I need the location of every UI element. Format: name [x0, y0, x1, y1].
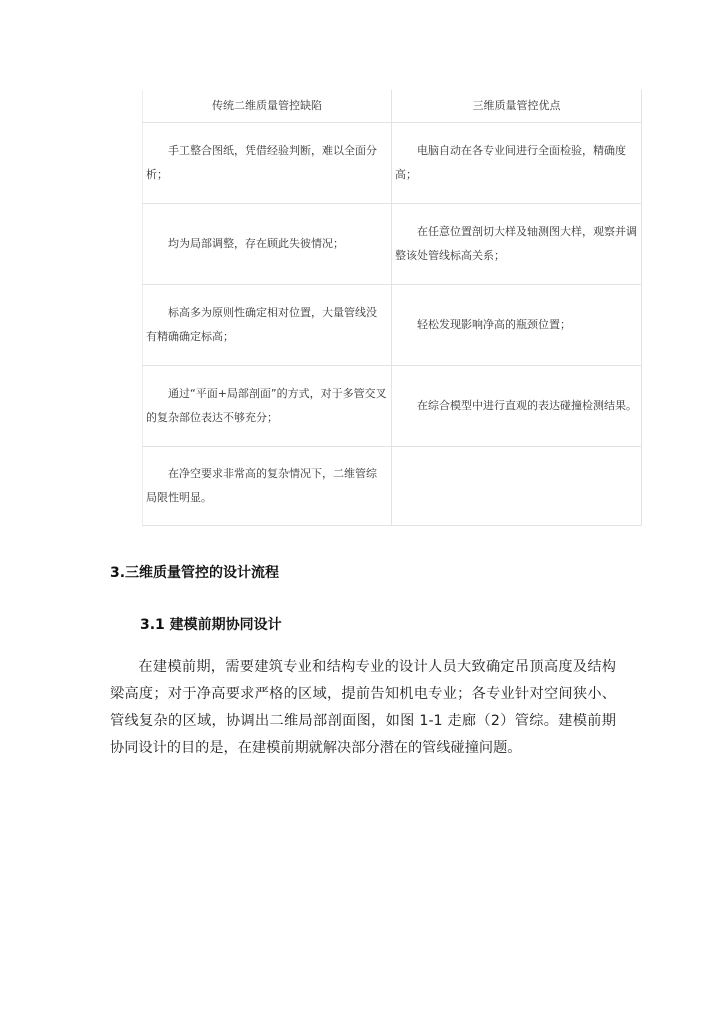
table-row [143, 366, 642, 447]
table-header-row [143, 90, 642, 123]
body-paragraph: 在建模前期，需要建筑专业和结构专业的设计人员大致确定吊顶高度及结构梁高度；对于净高要求严格的区域，提前告知机电专业；各专业针对空间狭小、管线复杂的区域，协调出二维局部剖面图，如图 1-1 走廊（2）管综。建模前期协同设计的目的是，在建模前期就解决部分潜在的管线碰撞问题。 [110, 659, 616, 756]
table-row [143, 204, 642, 285]
table-cell: 均为局部调整，存在顾此失彼情况； [143, 204, 392, 285]
table-cell: 在综合模型中进行直观的表达碰撞检测结果。 [392, 366, 642, 447]
table-row [143, 123, 642, 204]
table-cell: 在净空要求非常高的复杂情况下，二维管综局限性明显。 [143, 447, 392, 526]
header-traditional-defects: 传统二维质量管控缺陷 [143, 90, 392, 123]
table-row [143, 285, 642, 366]
table-cell: 手工整合图纸，凭借经验判断，难以全面分析； [143, 123, 392, 204]
table-cell: 电脑自动在各专业间进行全面检验，精确度高； [392, 123, 642, 204]
table-cell: 标高多为原则性确定相对位置，大量管线没有精确确定标高； [143, 285, 392, 366]
table-row [143, 447, 642, 526]
comparison-table [142, 90, 642, 526]
table-cell: 通过“平面+局部剖面”的方式，对于多管交叉的复杂部位表达不够充分； [143, 366, 392, 447]
table-cell-empty [392, 447, 642, 526]
section-title: 3.三维质量管控的设计流程 [110, 565, 280, 581]
table-cell: 在任意位置剖切大样及轴测图大样，观察并调整该处管线标高关系； [392, 204, 642, 285]
header-3d-advantages: 三维质量管控优点 [392, 90, 642, 123]
table-cell: 轻松发现影响净高的瓶颈位置； [392, 285, 642, 366]
subsection-title: 3.1 建模前期协同设计 [140, 617, 282, 633]
